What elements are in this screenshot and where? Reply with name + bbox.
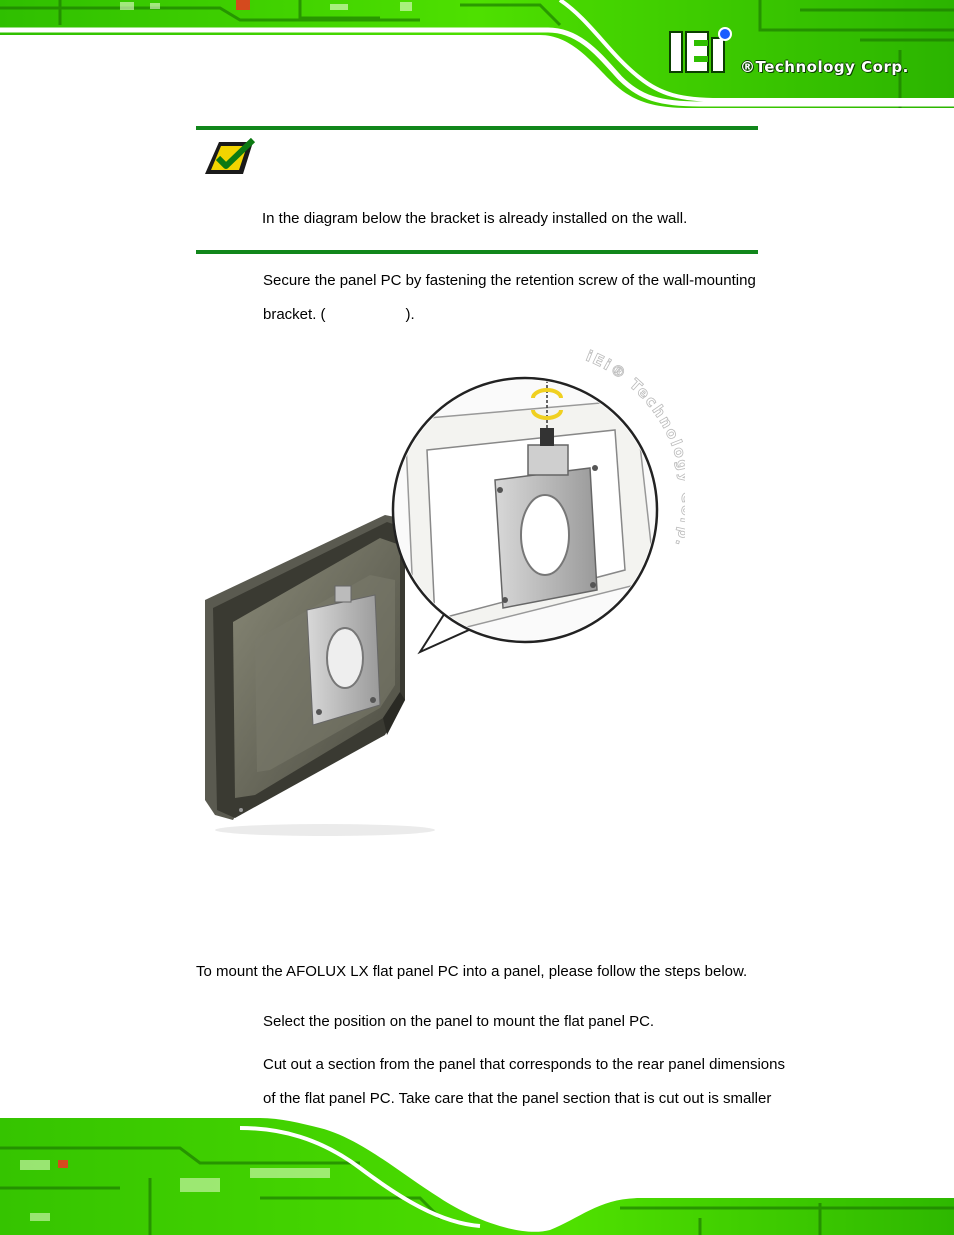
iei-logo <box>668 26 740 76</box>
note-bottom-rule <box>196 250 758 254</box>
wall-mount-figure <box>195 340 685 840</box>
step-text-line2-before: bracket. ( <box>263 306 326 323</box>
step-text-line2-after: ). <box>405 306 415 323</box>
note-top-rule <box>196 126 758 130</box>
figure-watermark: iEi® Technol <box>583 346 685 451</box>
circuit-board-footer-image <box>0 1118 954 1235</box>
panel-mount-step1: Select the position on the panel to mount the flat panel PC. <box>263 1013 655 1030</box>
page-header <box>0 0 954 112</box>
logo-tagline: ®Technology Corp. <box>740 58 909 76</box>
step-text-line1: Secure the panel PC by fastening the retention screw of the wall-mounting <box>263 272 756 289</box>
iei-logo-mark <box>668 26 740 76</box>
panel-mount-step2-line1: Cut out a section from the panel that corresponds to the rear panel dimensions <box>263 1056 785 1073</box>
note-text: In the diagram below the bracket is already installed on the wall. <box>262 210 688 227</box>
panel-mount-intro: To mount the AFOLUX LX flat panel PC into a panel, please follow the steps below. <box>196 963 748 980</box>
page-footer <box>0 1118 954 1235</box>
checkmark-icon <box>205 138 257 176</box>
circuit-board-header-image <box>0 0 954 112</box>
wall-mount-illustration <box>195 340 685 840</box>
step-text-line2 <box>263 306 415 324</box>
panel-mount-step2-line2: of the flat panel PC. Take care that the panel section that is cut out is smaller <box>263 1090 772 1107</box>
